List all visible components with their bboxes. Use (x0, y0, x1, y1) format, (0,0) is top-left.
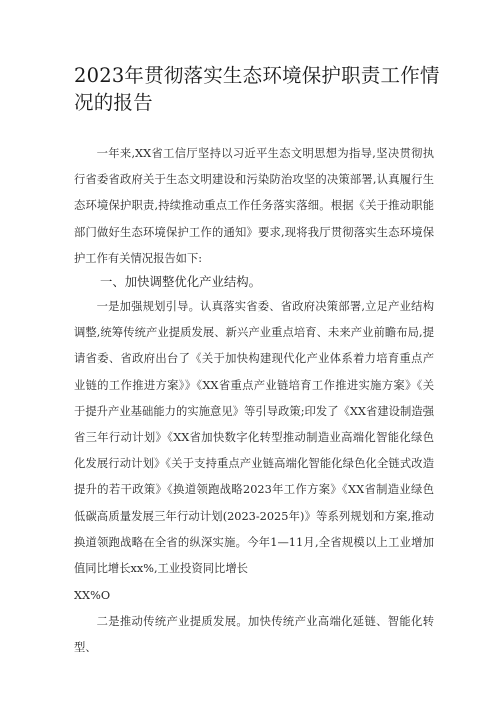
intro-paragraph: 一年来,XX省工信厅坚持以习近平生态文明思想为指导,坚决贯彻执行省委省政府关于生态文明建设和污染防治攻坚的决策部署,认真履行生态环境保护职责,持续推动重点工作任务落实落细。根据《关于推动职能部门做好生态环境保护工作的通知》要求,现将我厅贯彻落实生态环境保护工作有关情况报告如下: (74, 147, 434, 265)
body-paragraph-continued: 二是推动传统产业提质发展。加快传统产业高端化延链、智能化转型、 (74, 615, 434, 655)
body-paragraph: 一是加强规划引导。认真落实省委、省政府决策部署,立足产业结构调整,统筹传统产业提质发展、新兴产业重点培育、未来产业前瞻布局,提请省委、省政府出台了《关于加快构建现代化产业体系着力培育重点产业链的工作推进方案》》《XX省重点产业链培育工作推进实施方案》《关于提升产业基础能力的实施意见》等引导政策;印发了《XX省建设制造强省三年行动计划》《XX省加快数字化转型推动制造业高端化智能化绿色化发展行动计划》《关于支持重点产业链高端化智能化绿色化全链式改造提升的若干政策》《换道领跑战略2023年工作方案》《XX省制造业绿色低碳高质量发展三年行动计划(2023-2025年)》等系列规划和方案,推动换道领跑战略在全省的纵深实施。今年1—11月,全省规模以上工业增加值同比增长xx%,工业投资同比增长 (74, 300, 434, 576)
body-fragment: XX%O (74, 589, 111, 602)
section-heading: 一、加快调整优化产业结构。 (100, 274, 262, 289)
document-title: 2023年贯彻落实生态环境保护职责工作情况的报告 (74, 64, 440, 114)
